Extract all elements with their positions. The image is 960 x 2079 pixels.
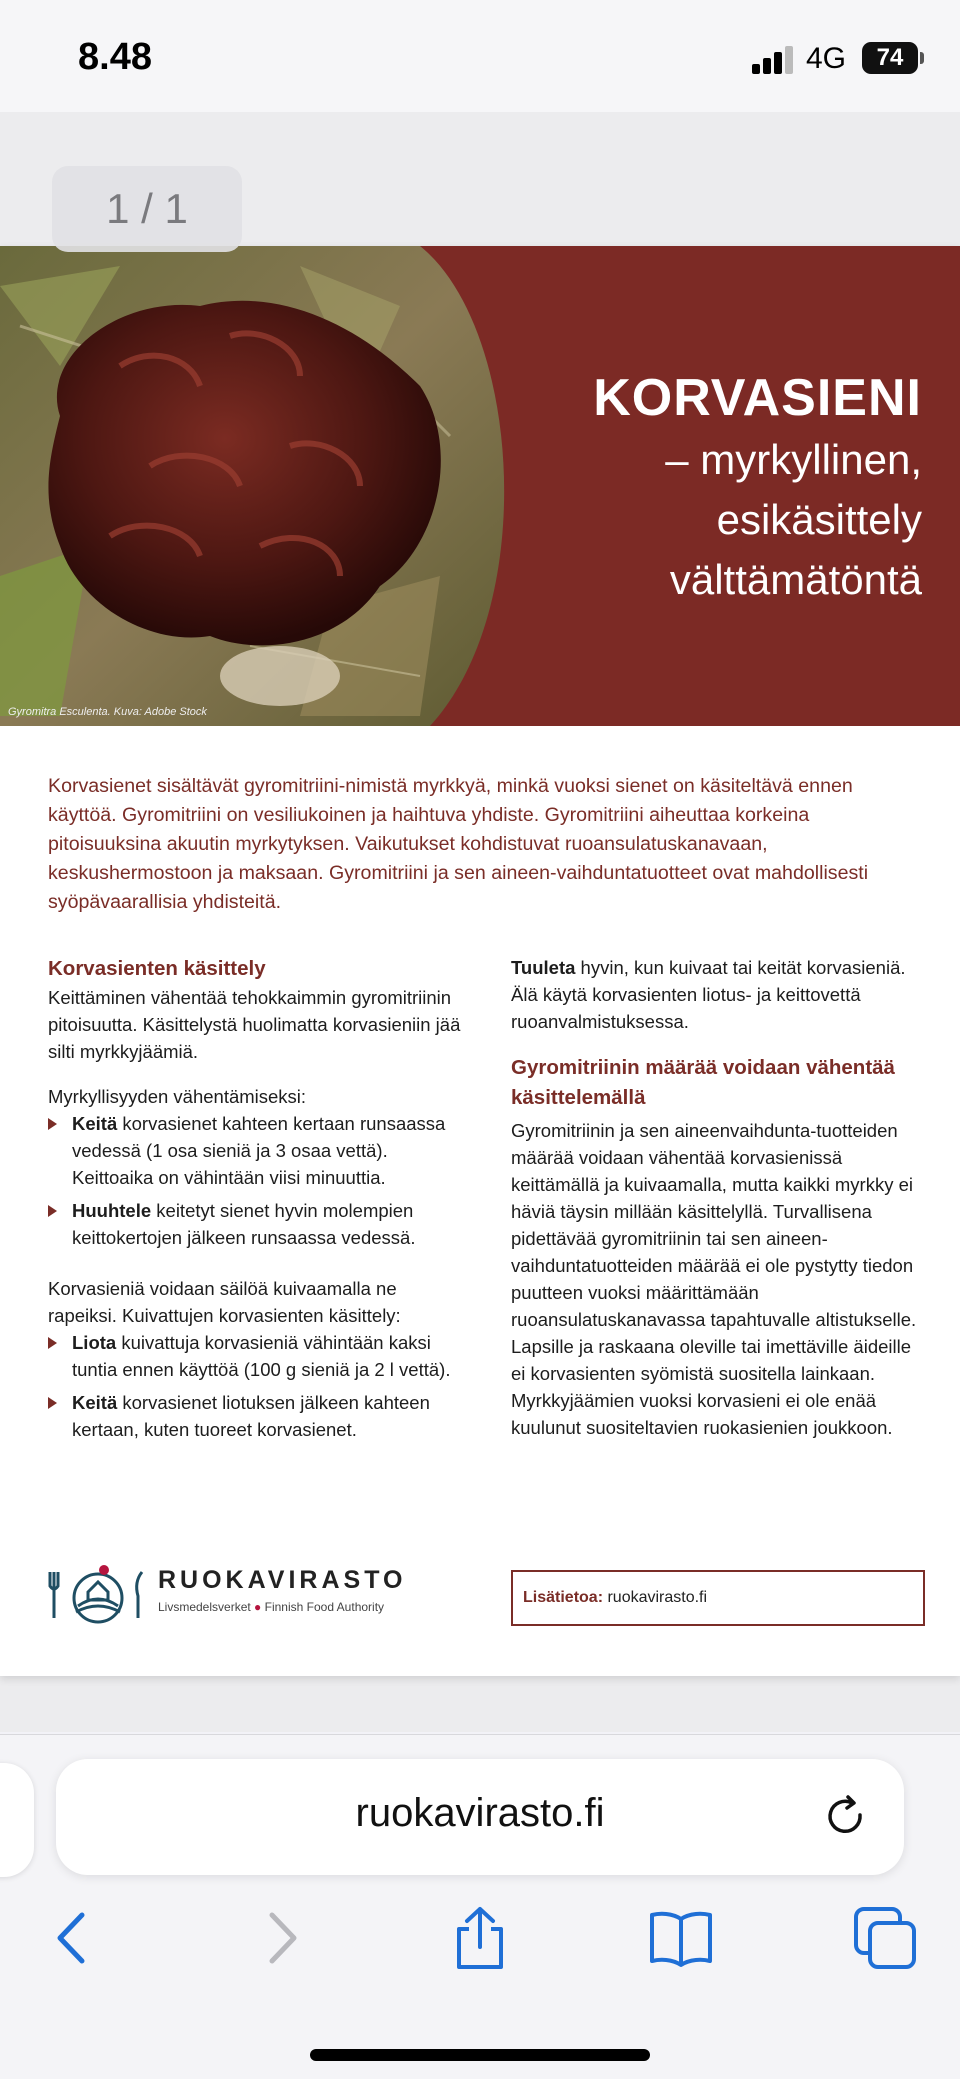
tabs-icon[interactable] (852, 1905, 918, 1971)
logo-name: RUOKAVIRASTO (158, 1566, 407, 1594)
title-line-2: – myrkyllinen, (665, 436, 922, 483)
bullet-text: korvasienet kahteen kertaan runsaassa vedessä (1 osa sieniä ja 3 osaa vettä). Keittoaika on vähintään viisi minuuttia. (72, 1113, 446, 1188)
intro-paragraph: Korvasienet sisältävät gyromitriini-nimistä myrkkyä, minkä vuoksi sienet on käsiteltävä ennen käyttöä. Gyromitriini on vesiliukoinen ja haihtuva yhdiste. Gyromitriini aiheuttaa korkeina pitoisuuksina akuutin myrkytyksen. Vaikutukset kohdistuvat ruoansulatuskanavaan, keskushermostoon ja maksaan. Gyromitriini ja sen aineen-vaihduntatuotteet ovat mahdollisesti syöpävaarallisia yhdisteitä. (48, 775, 869, 913)
ruokavirasto-emblem-icon (48, 1562, 148, 1624)
title-line-4: välttämätöntä (669, 556, 922, 603)
back-icon[interactable] (40, 1905, 106, 1971)
logo-subtitle: Livsmedelsverket ● Finnish Food Authority (158, 1600, 385, 1614)
bullet-item (48, 1329, 466, 1383)
paragraph: Myrkyllisyyden vähentämiseksi: (48, 1086, 307, 1107)
bullet-item (48, 1197, 466, 1251)
address-bar[interactable] (56, 1759, 904, 1875)
paragraph-keyword: Tuuleta (511, 957, 576, 978)
status-time: 8.48 (78, 36, 152, 78)
address-url[interactable]: ruokavirasto.fi (355, 1791, 605, 1835)
home-indicator[interactable] (310, 2049, 650, 2061)
more-info-label: Lisätietoa: (523, 1589, 604, 1606)
document-title (593, 366, 922, 610)
share-icon[interactable] (447, 1905, 513, 1971)
title-line-3: esikäsittely (716, 496, 922, 543)
photo-caption: Gyromitra Esculenta. Kuva: Adobe Stock (8, 706, 207, 718)
ruokavirasto-logo (48, 1562, 408, 1626)
battery-icon (862, 42, 918, 74)
bullet-keyword: Keitä (72, 1392, 118, 1413)
bookmarks-icon[interactable] (648, 1905, 714, 1971)
pdf-page (0, 246, 960, 1676)
network-type: 4G (806, 42, 847, 75)
bullet-text: kuivattuja korvasieniä vähintään kaksi tuntia ennen käyttöä (100 g sieniä ja 2 l vettä). (72, 1332, 451, 1380)
paragraph: Gyromitriinin ja sen aineenvaihdunta-tuotteiden määrää voidaan vähentää korvasienissä keittämällä ja kuivaamalla, mutta kaikki myrkky ei häviä täysin millään käsittelyllä. Turvallisena pidettävää gyromitriinin tai sen aineen-vaihduntatuotteiden määrää ei ole pystytty tiedon puutteen vuoksi määrittämään ruoansulatuskanavassa tapahtuvalle altistukselle. Lapsille ja raskaana oleville tai imettäville äideille ei korvasienten syömistä suositella lainkaan. Myrkkyjäämien vuoksi korvasieni ei ole enää kuulunut suositeltavien ruokasienien joukkoon. (511, 1120, 917, 1438)
forward-icon[interactable] (248, 1905, 314, 1971)
paragraph: Korvasieniä voidaan säilöä kuivaamalla ne rapeiksi. Kuivattujen korvasienten käsittely: (48, 1278, 401, 1326)
section-heading-processing: Korvasienten käsittely (48, 957, 266, 980)
battery-level: 74 (876, 44, 904, 71)
reload-icon[interactable] (822, 1793, 870, 1841)
section-heading-reduction: Gyromitriinin määrää voidaan vähentää käsittelemällä (511, 1056, 895, 1109)
page-counter: 1 / 1 (52, 166, 242, 252)
status-bar (0, 0, 960, 112)
bullet-keyword: Huuhtele (72, 1200, 152, 1221)
paragraph: Keittäminen vähentää tehokkaimmin gyromitriinin pitoisuutta. Käsittelystä huolimatta korvasieniin jää silti myrkkyjäämiä. (48, 987, 461, 1062)
previous-tab-peek[interactable] (0, 1763, 34, 1877)
bullet-text: keitetyt sienet hyvin molempien keittokertojen jälkeen runsaassa vedessä. (72, 1200, 416, 1248)
bullet-keyword: Liota (72, 1332, 117, 1353)
right-column (511, 954, 921, 1441)
browser-toolbar (0, 1734, 960, 2079)
bullet-text: korvasienet liotuksen jälkeen kahteen kertaan, kuten tuoreet korvasienet. (72, 1392, 430, 1440)
more-info-box (511, 1570, 925, 1626)
more-info-link[interactable]: ruokavirasto.fi (603, 1589, 708, 1606)
bullet-keyword: Keitä (72, 1113, 118, 1134)
bullet-item (48, 1389, 466, 1443)
hero-banner (0, 246, 960, 726)
paragraph (511, 954, 921, 1035)
left-column (48, 954, 466, 1449)
bullet-item (48, 1110, 466, 1191)
cellular-signal-icon (752, 46, 794, 74)
title-main: KORVASIENI (593, 369, 922, 427)
paragraph-text: hyvin, kun kuivaat tai keität korvasieniä. Älä käytä korvasienten liotus- ja keittovettä ruoanvalmistuksessa. (511, 957, 906, 1032)
battery-tip (920, 52, 924, 64)
